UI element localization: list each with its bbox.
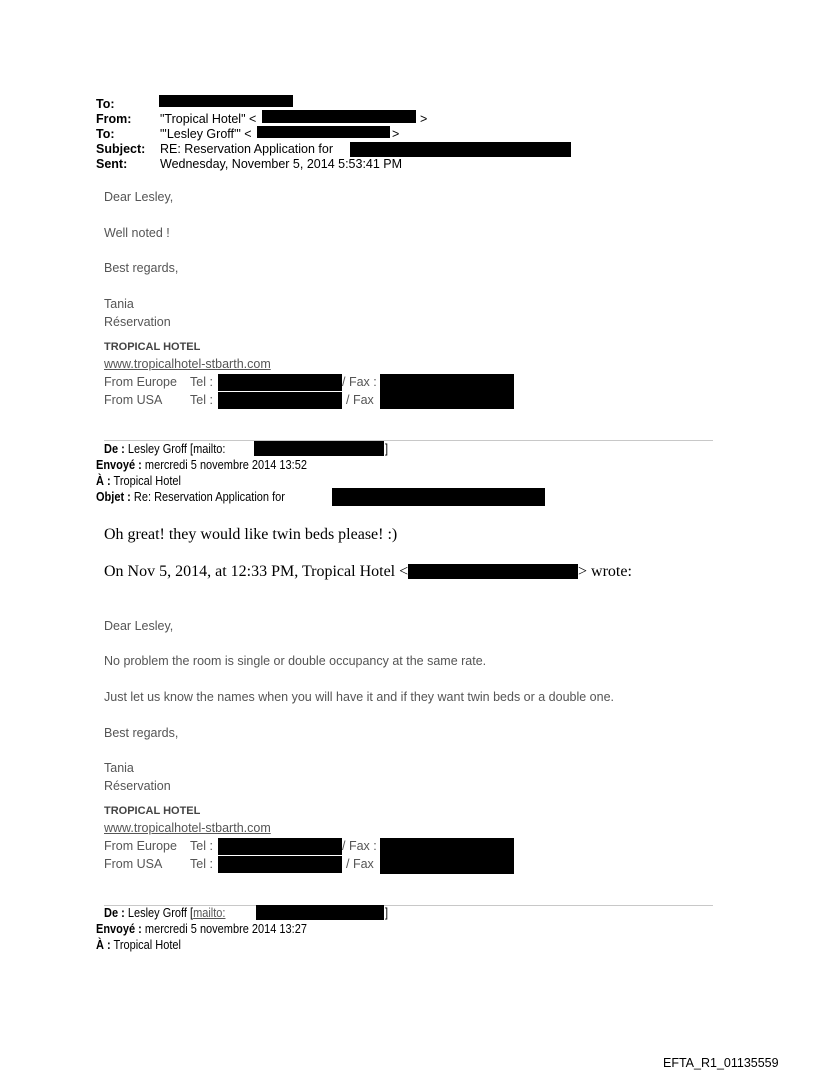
body-line-2b: Just let us know the names when you will have it and if they want twin beds or a double one.	[104, 690, 615, 704]
to2-value-end: >	[392, 127, 400, 141]
quoted1-objet-value: Re: Reservation Application for	[133, 490, 285, 504]
quoted2-envoye-label: Envoyé :	[96, 922, 142, 936]
signer-dept-1: Réservation	[104, 315, 171, 329]
redaction-to2-email	[257, 126, 390, 138]
quoted2-mailto-link[interactable]: mailto:	[193, 906, 226, 920]
europe-tel-label-1: Tel :	[190, 375, 213, 389]
separator-1	[104, 440, 713, 441]
usa-tel-label-2: Tel :	[190, 857, 213, 871]
from-value: "Tropical Hotel" <	[160, 112, 257, 126]
quoted2-de-end: ]	[385, 906, 389, 920]
redaction-quoted2-email	[256, 905, 384, 920]
to2-value: "'Lesley Groff'" <	[160, 127, 252, 141]
redaction-europe-tel-2	[218, 838, 342, 855]
quoted2-a-label: À :	[96, 938, 111, 952]
quoted2-envoye-value: mercredi 5 novembre 2014 13:27	[144, 922, 307, 936]
to2-label: To:	[96, 127, 115, 141]
redaction-usa-tel-2	[218, 856, 342, 873]
quoted2-de-label: De :	[104, 906, 125, 920]
hotel-brand-2: TROPICAL HOTEL	[104, 805, 201, 817]
document-id: EFTA_R1_01135559	[663, 1056, 779, 1070]
greeting-2: Dear Lesley,	[104, 619, 174, 633]
quoted1-de-end: ]	[385, 442, 389, 456]
usa-label-1: From USA	[104, 393, 163, 407]
quoted2-a-value: Tropical Hotel	[113, 938, 181, 952]
quoted1-de-label: De :	[104, 442, 125, 456]
signer-name-2: Tania	[104, 761, 134, 775]
redaction-europe-tel-1	[218, 374, 342, 391]
europe-label-1: From Europe	[104, 375, 177, 389]
quoted1-objet-label: Objet :	[96, 490, 131, 504]
quoted1-de-value: Lesley Groff [mailto:	[127, 442, 226, 456]
subject-label: Subject:	[96, 142, 146, 156]
from-label: From:	[96, 112, 132, 126]
closing-2: Best regards,	[104, 726, 179, 740]
from-value-end: >	[420, 112, 428, 126]
sent-label: Sent:	[96, 157, 128, 171]
usa-label-2: From USA	[104, 857, 163, 871]
reply-wrote-suffix: > wrote:	[578, 563, 632, 580]
quoted1-a-value: Tropical Hotel	[113, 474, 181, 488]
usa-fax-label-2: / Fax	[346, 857, 374, 871]
europe-label-2: From Europe	[104, 839, 177, 853]
reply-body: Oh great! they would like twin beds please! :)	[104, 526, 398, 543]
greeting-1: Dear Lesley,	[104, 190, 174, 204]
quoted1-envoye-label: Envoyé :	[96, 458, 142, 472]
usa-tel-label-1: Tel :	[190, 393, 213, 407]
quoted1-a-label: À :	[96, 474, 111, 488]
quoted2-de-row	[104, 906, 225, 920]
europe-tel-label-2: Tel :	[190, 839, 213, 853]
signer-dept-2: Réservation	[104, 779, 171, 793]
europe-fax-label-2: / Fax :	[342, 839, 377, 853]
quoted2-a-row	[96, 938, 181, 952]
usa-fax-label-1: / Fax	[346, 393, 374, 407]
quoted1-envoye-value: mercredi 5 novembre 2014 13:52	[144, 458, 307, 472]
hotel-website-link-1[interactable]: www.tropicalhotel-stbarth.com	[104, 357, 271, 371]
redaction-fax-1	[380, 374, 514, 409]
hotel-website-link-2[interactable]: www.tropicalhotel-stbarth.com	[104, 821, 271, 835]
quoted1-a-row	[96, 474, 181, 488]
quoted2-de-value: Lesley Groff [	[127, 906, 194, 920]
quoted1-objet-row	[96, 490, 285, 504]
body-line-2a: No problem the room is single or double occupancy at the same rate.	[104, 654, 487, 668]
redaction-subject	[350, 142, 571, 157]
hotel-brand-1: TROPICAL HOTEL	[104, 341, 201, 353]
quoted1-de-row	[104, 442, 225, 456]
sent-value: Wednesday, November 5, 2014 5:53:41 PM	[160, 157, 403, 171]
europe-fax-label-1: / Fax :	[342, 375, 377, 389]
quoted1-envoye-row	[96, 458, 307, 472]
redaction-wrote-email	[408, 564, 578, 579]
subject-value: RE: Reservation Application for	[160, 142, 334, 156]
redaction-usa-tel-1	[218, 392, 342, 409]
body-line-1: Well noted !	[104, 226, 170, 240]
to-label: To:	[96, 97, 115, 111]
redaction-fax-2	[380, 838, 514, 874]
closing-1: Best regards,	[104, 261, 179, 275]
redaction-from-email	[262, 110, 416, 123]
redaction-quoted1-subject	[332, 488, 545, 506]
signer-name-1: Tania	[104, 297, 134, 311]
redaction-quoted1-email	[254, 441, 384, 456]
reply-wrote-prefix: On Nov 5, 2014, at 12:33 PM, Tropical Hotel <	[104, 563, 409, 580]
quoted2-envoye-row	[96, 922, 307, 936]
redaction-to-email	[159, 95, 293, 107]
